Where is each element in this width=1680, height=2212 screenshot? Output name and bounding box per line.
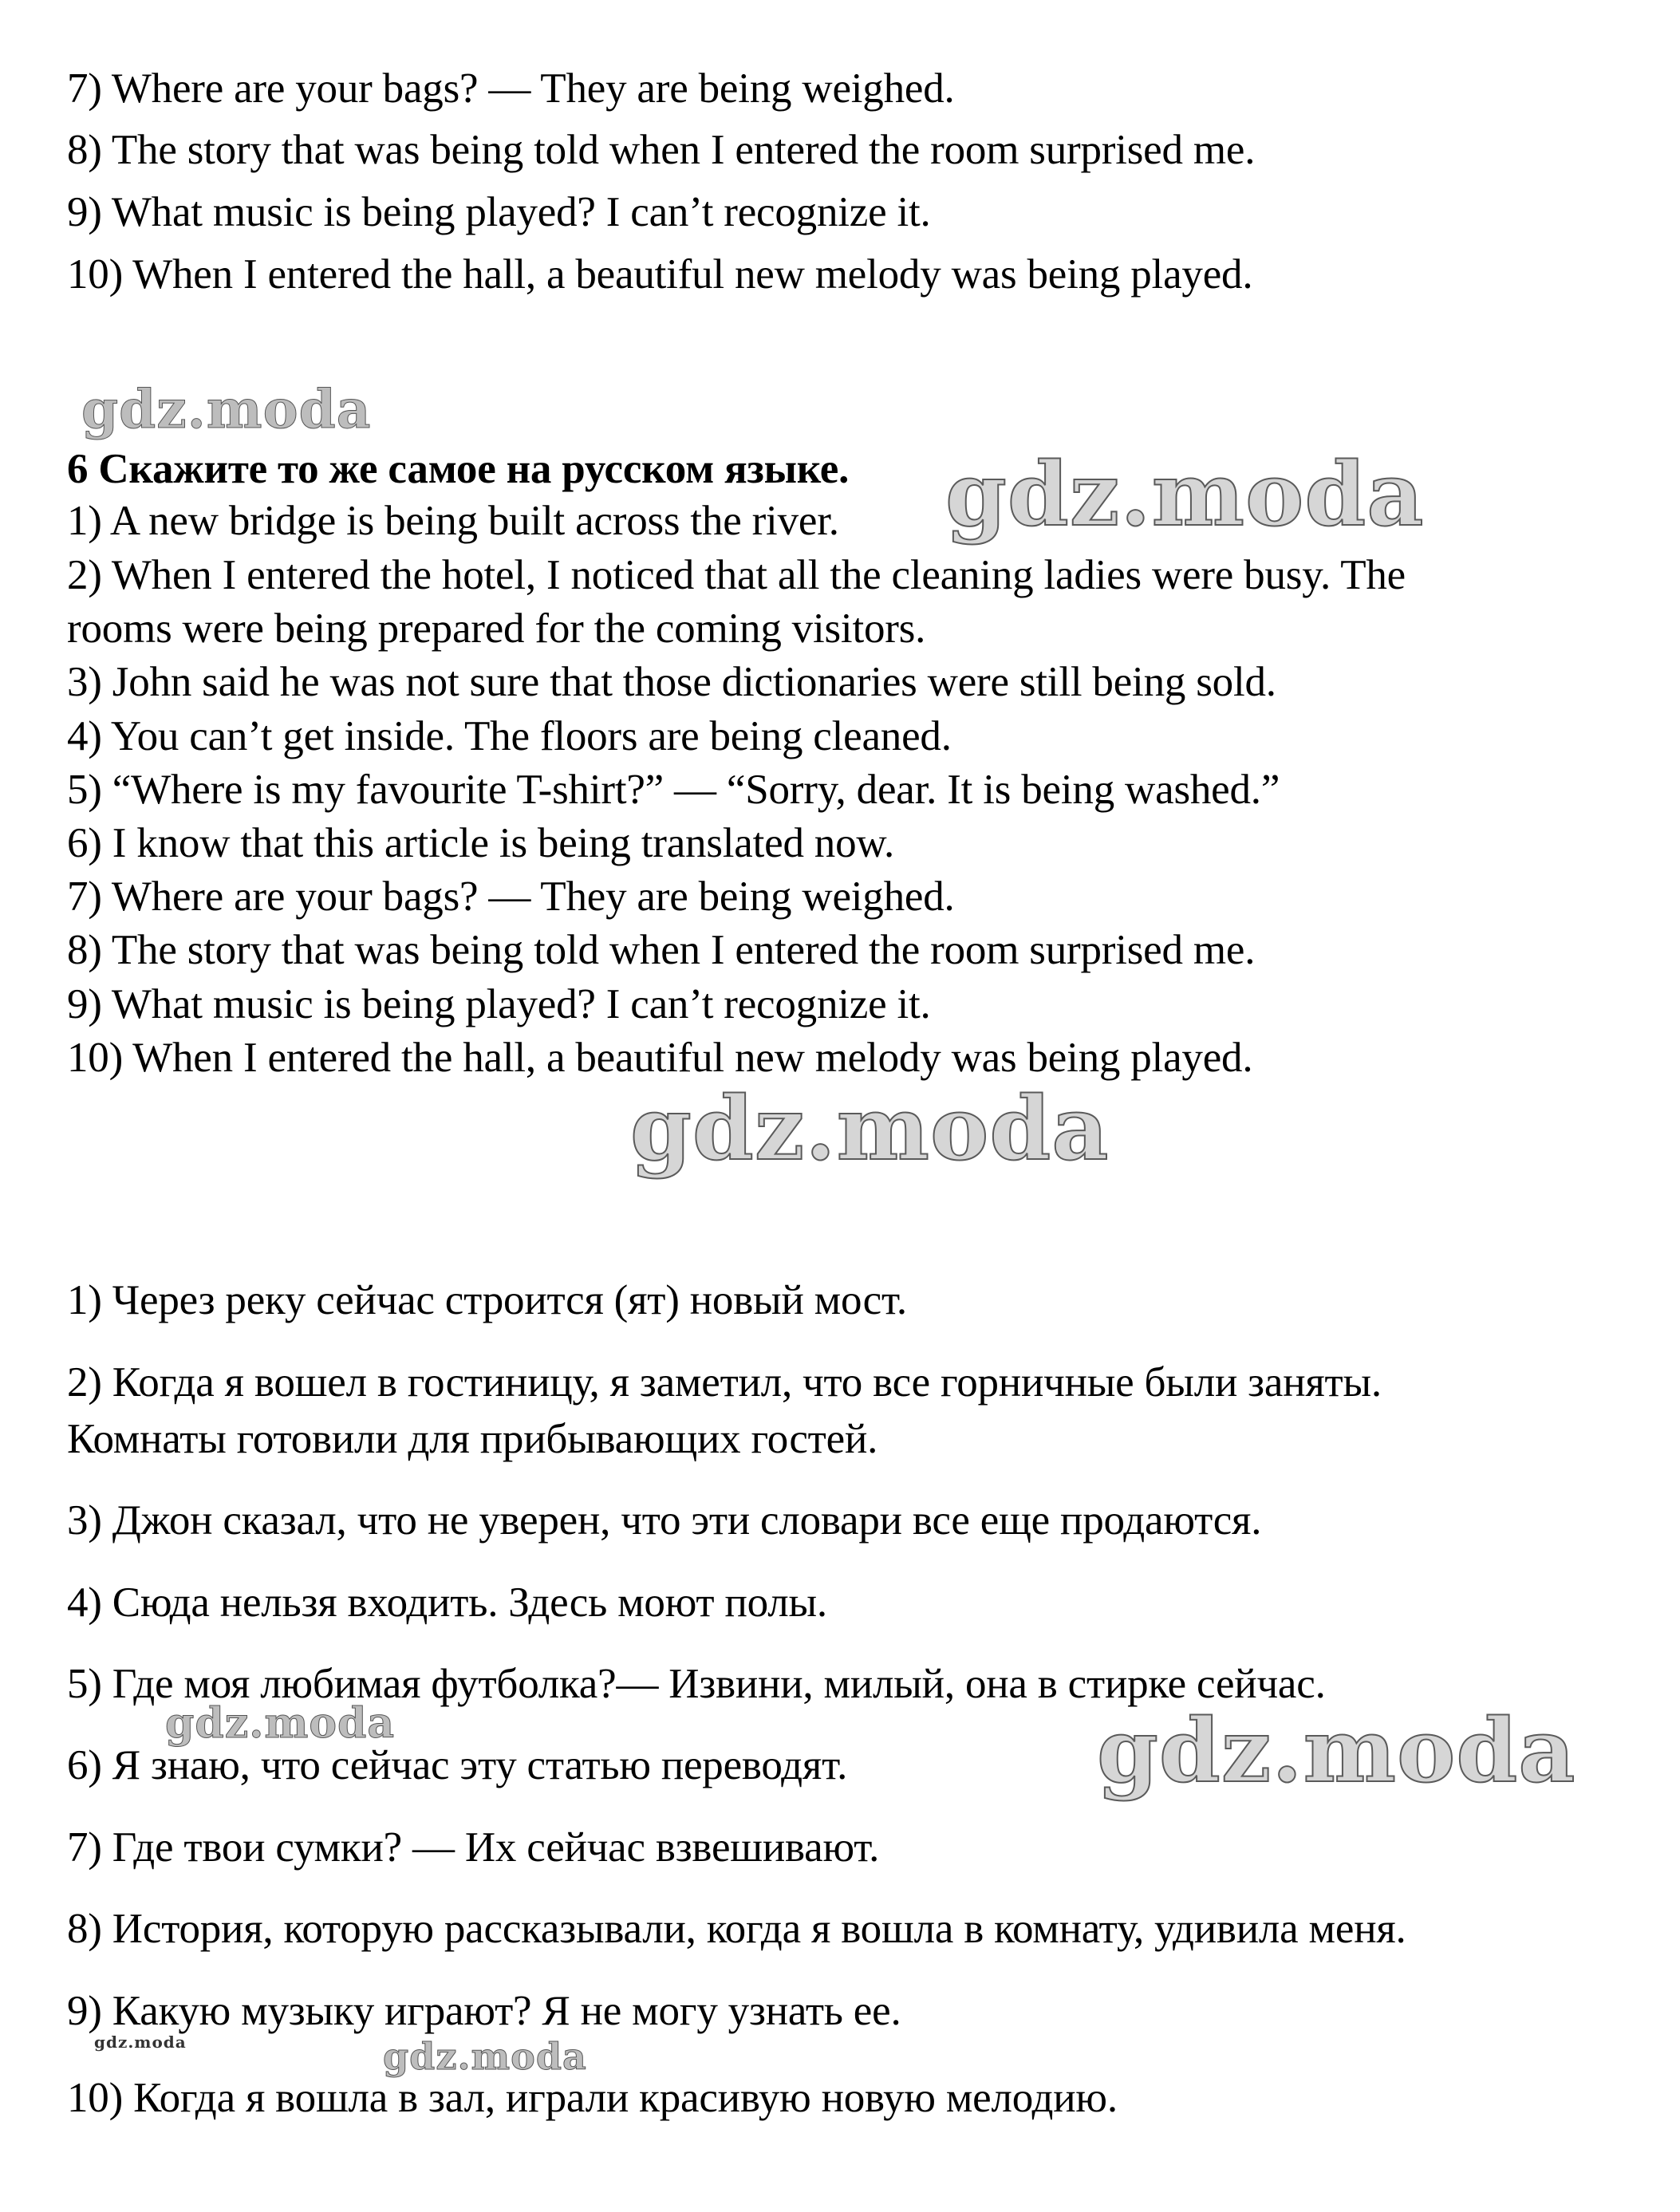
top-line-10: 10) When I entered the hall, a beautiful new melody was being played. (67, 251, 1253, 298)
ru-line-4: 4) Сюда нельзя входить. Здесь моют полы. (67, 1579, 827, 1626)
en-line-1: 1) A new bridge is being built across the river. (67, 498, 839, 544)
en-line-7: 7) Where are your bags? — They are being weighed. (67, 873, 955, 920)
en-line-2: 2) When I entered the hotel, I noticed that all the cleaning ladies were busy. The (67, 552, 1406, 598)
watermark-logo: gdz.moda (383, 2035, 587, 2078)
top-line-7: 7) Where are your bags? — They are being weighed. (67, 65, 955, 112)
ru-line-2: 2) Когда я вошел в гостиницу, я заметил, что все горничные были заняты. (67, 1359, 1382, 1406)
top-line-9: 9) What music is being played? I can’t recognize it. (67, 189, 931, 235)
watermark-logo: gdz.moda (165, 1699, 396, 1748)
ru-line-10: 10) Когда я вошла в зал, играли красивую новую мелодию. (67, 2075, 1118, 2121)
top-line-8: 8) The story that was being told when I entered the room surprised me. (67, 127, 1256, 173)
en-line-9: 9) What music is being played? I can’t recognize it. (67, 981, 931, 1027)
watermark-logo: gdz.moda (81, 378, 372, 440)
ru-line-8: 8) История, которую рассказывали, когда я вошла в комнату, удивила меня. (67, 1906, 1406, 1952)
ru-line-2b: Комнаты готовили для прибывающих гостей. (67, 1416, 878, 1462)
ru-line-9: 9) Какую музыку играют? Я не могу узнать ее. (67, 1988, 901, 2034)
exercise-title: 6 Скажите то же самое на русском языке. (67, 446, 850, 492)
watermark-logo: gdz.moda (630, 1077, 1110, 1180)
watermark-logo: gdz.moda (945, 443, 1425, 546)
en-line-3: 3) John said he was not sure that those dictionaries were still being sold. (67, 659, 1276, 705)
en-line-10: 10) When I entered the hall, a beautiful new melody was being played. (67, 1035, 1253, 1081)
en-line-5: 5) “Where is my favourite T-shirt?” — “Sorry, dear. It is being washed.” (67, 767, 1280, 813)
ru-line-1: 1) Через реку сейчас строится (ят) новый мост. (67, 1277, 907, 1323)
en-line-6: 6) I know that this article is being translated now. (67, 820, 895, 866)
en-line-2b: rooms were being prepared for the coming visitors. (67, 605, 926, 652)
ru-line-5: 5) Где моя любимая футболка?— Извини, милый, она в стирке сейчас. (67, 1661, 1326, 1707)
watermark-logo: gdz.moda (94, 2033, 187, 2052)
ru-line-6: 6) Я знаю, что сейчас эту статью переводят. (67, 1742, 848, 1788)
ru-line-3: 3) Джон сказал, что не уверен, что эти словари все еще продаются. (67, 1497, 1262, 1544)
ru-line-7: 7) Где твои сумки? — Их сейчас взвешивают. (67, 1824, 880, 1871)
en-line-4: 4) You can’t get inside. The floors are being cleaned. (67, 713, 952, 759)
watermark-logo: gdz.moda (1097, 1699, 1576, 1802)
en-line-8: 8) The story that was being told when I entered the room surprised me. (67, 927, 1256, 973)
